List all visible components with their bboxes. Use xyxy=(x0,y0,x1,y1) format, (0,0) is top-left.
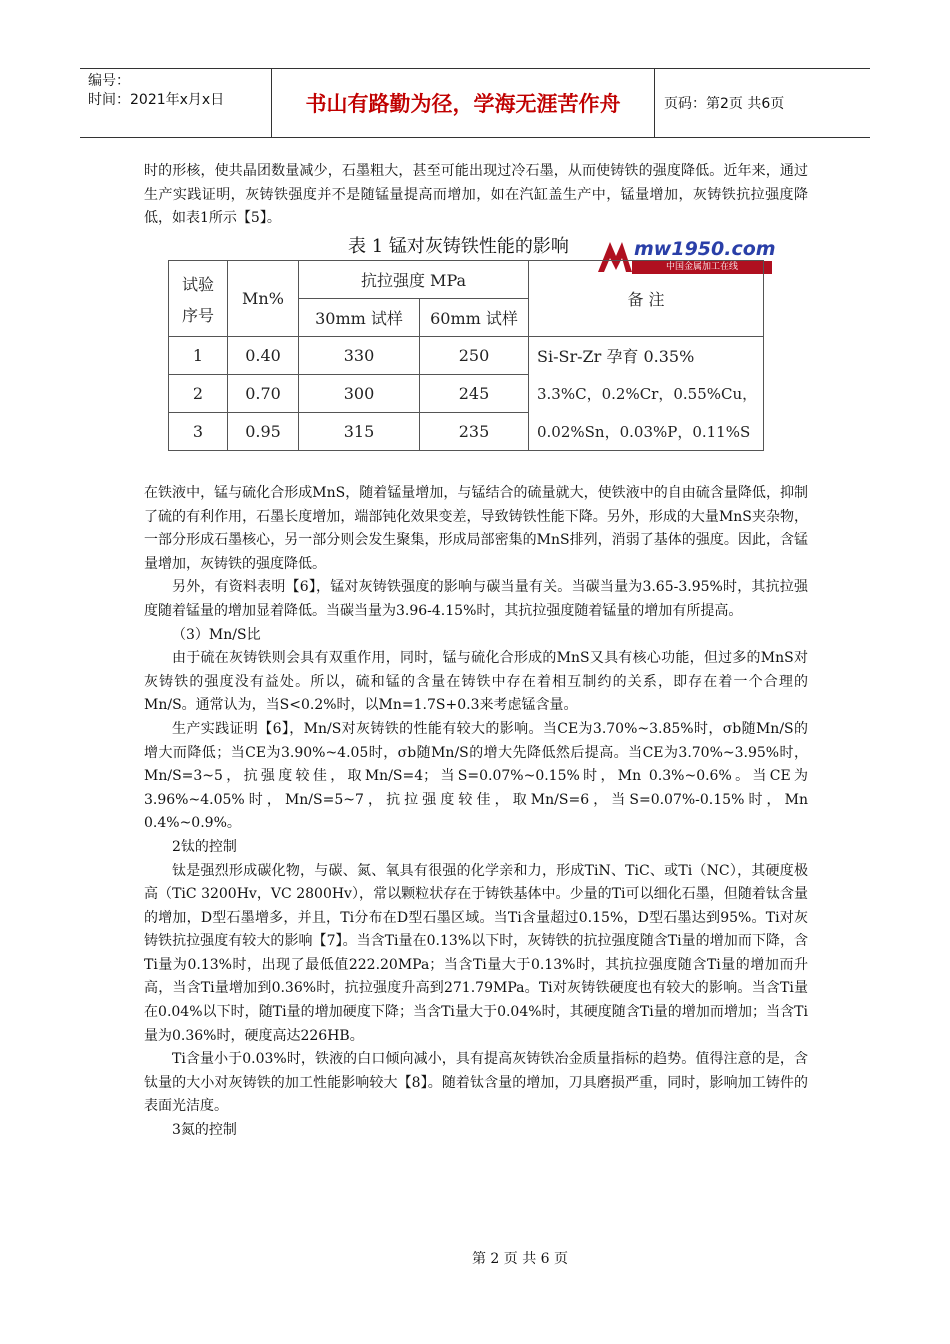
header-seq xyxy=(169,261,228,337)
cell-60mm: 235 xyxy=(420,413,529,451)
page-header xyxy=(80,68,870,138)
body-paragraph: 生产实践证明【6】，Mn/S对灰铸铁的性能有较大的影响。当CE为3.70%~3.85%时，σb随Mn/S的增大而降低；当CE为3.90%~4.05时，σb随Mn/S的增大先降低然后提高。当CE为3.70%~3.95%时，Mn/S=3~5，抗强度较佳，取Mn/S=4；当S=0.07%~0.15%时，Mn 0.3%~0.6%。当CE为3.96%~4.05%时，Mn/S=5~7，抗拉强度较佳，取Mn/S=6，当S=0.07%-0.15%时，Mn 0.4%~0.9%。 xyxy=(144,720,808,832)
header-seq-top: 试验 xyxy=(181,274,214,294)
logo-text: mw1950.com xyxy=(634,238,776,260)
cell-seq: 1 xyxy=(169,337,228,375)
manganese-effect-table xyxy=(168,260,764,451)
logo-subtitle: 中国金属加工在线 xyxy=(632,261,772,274)
header-meta xyxy=(80,69,272,137)
header-30mm: 30mm 试样 xyxy=(299,299,420,337)
cell-seq: 2 xyxy=(169,375,228,413)
intro-paragraph: 时的形核，使共晶团数量减少，石墨粗大，甚至可能出现过冷石墨，从而使铸铁的强度降低。近年来，通过生产实践证明，灰铸铁强度并不是随锰量提高而增加，如在汽缸盖生产中，锰量增加，灰铸铁抗拉强度降低，如表1所示【5】。 xyxy=(144,163,808,227)
cell-mn: 0.40 xyxy=(228,337,299,375)
cell-remark: 3.3%C，0.2%Cr，0.55%Cu， xyxy=(529,375,764,413)
cell-60mm: 250 xyxy=(420,337,529,375)
table-row xyxy=(169,375,764,413)
cell-60mm: 245 xyxy=(420,375,529,413)
document-number-label: 编号： xyxy=(88,73,130,89)
document-time-label: 时间：2021年x月x日 xyxy=(88,92,225,108)
cell-remark: Si-Sr-Zr 孕育 0.35% xyxy=(529,337,764,375)
intro-paragraph-block xyxy=(144,160,808,231)
body-paragraph: 在铁液中，锰与硫化合形成MnS，随着锰量增加，与锰结合的硫量就大，使铁液中的自由硫含量降低，抑制了硫的有利作用，石墨长度增加，端部钝化效果变差，导致铸铁性能下降。另外，形成的大量MnS夹杂物，一部分形成石墨核心，另一部分则会发生聚集，形成局部密集的MnS排列，消弱了基体的强度。因此，含锰量增加，灰铸铁的强度降低。 xyxy=(144,485,808,572)
header-mn: Mn% xyxy=(228,261,299,337)
table-row xyxy=(169,413,764,451)
body-paragraph: 2钛的控制 xyxy=(172,838,237,855)
cell-30mm: 300 xyxy=(299,375,420,413)
cell-30mm: 330 xyxy=(299,337,420,375)
body-paragraph: 钛是强烈形成碳化物，与碳、氮、氧具有很强的化学亲和力，形成TiN、TiC、或Ti（NC），其硬度极高（TiC 3200Hv，VC 2800Hv），常以颗粒状存在于铸铁基体中。少量的Ti可以细化石墨，但随着钛含量的增加，D型石墨增多，并且，Ti分布在D型石墨区域。当Ti含量超过0.15%，D型石墨达到95%。Ti对灰铸铁抗拉强度有较大的影响【7】。当含Ti量在0.13%以下时，灰铸铁的抗拉强度随含Ti量的增加而下降，含Ti量为0.13%时，出现了最低值222.20MPa；当含Ti量大于0.13%时，其抗拉强度随含Ti量的增加而升高，当含Ti量增加到0.36%时，抗拉强度升高到271.79MPa。Ti对灰铸铁硬度也有较大的影响。当含Ti量在0.04%以下时，随Ti量的增加硬度下降；当含Ti量大于0.04%时，其硬度随含Ti量的增加而增加；当含Ti量为0.36%时，硬度高达226HB。 xyxy=(144,862,808,1044)
header-motto: 书山有路勤为径，学海无涯苦作舟 xyxy=(272,69,655,137)
cell-remark: 0.02%Sn，0.03%P，0.11%S xyxy=(529,413,764,451)
body-paragraph: （3）Mn/S比 xyxy=(172,626,261,643)
header-remark: 备 注 xyxy=(529,261,764,337)
cell-mn: 0.95 xyxy=(228,413,299,451)
cell-mn: 0.70 xyxy=(228,375,299,413)
body-text xyxy=(144,482,808,1143)
body-paragraph: 由于硫在灰铸铁则会具有双重作用，同时，锰与硫化合形成的MnS又具有核心功能，但过多的MnS对灰铸铁的强度没有益处。所以，硫和锰的含量在铸铁中存在着相互制约的关系，即存在着一个合理的Mn/S。通常认为，当S<0.2%时，以Mn=1.7S+0.3来考虑锰含量。 xyxy=(144,650,808,714)
page-footer: 第 2 页 共 6 页 xyxy=(471,1251,569,1267)
body-paragraph: 3氮的控制 xyxy=(172,1122,237,1139)
cell-seq: 3 xyxy=(169,413,228,451)
cell-30mm: 315 xyxy=(299,413,420,451)
body-paragraph: Ti含量小于0.03%时，铁液的白口倾向减小，具有提高灰铸铁冶金质量指标的趋势。值得注意的是，含钛量的大小对灰铸铁的加工性能影响较大【8】。随着钛含量的增加，刀具磨损严重，同时，影响加工铸件的表面光洁度。 xyxy=(144,1051,808,1115)
table-row xyxy=(169,337,764,375)
header-strength: 抗拉强度 MPa xyxy=(299,261,529,299)
header-seq-bottom: 序号 xyxy=(181,305,214,325)
body-paragraph: 另外，有资料表明【6】，锰对灰铸铁强度的影响与碳当量有关。当碳当量为3.65-3.95%时，其抗拉强度随着锰量的增加显着降低。当碳当量为3.96-4.15%时，其抗拉强度随着锰量的增加有所提高。 xyxy=(144,579,808,619)
header-60mm: 60mm 试样 xyxy=(420,299,529,337)
table-title: 表 1 锰对灰铸铁性能的影响 xyxy=(348,236,569,257)
header-page-number: 页码：第2页 共6页 xyxy=(664,96,785,112)
